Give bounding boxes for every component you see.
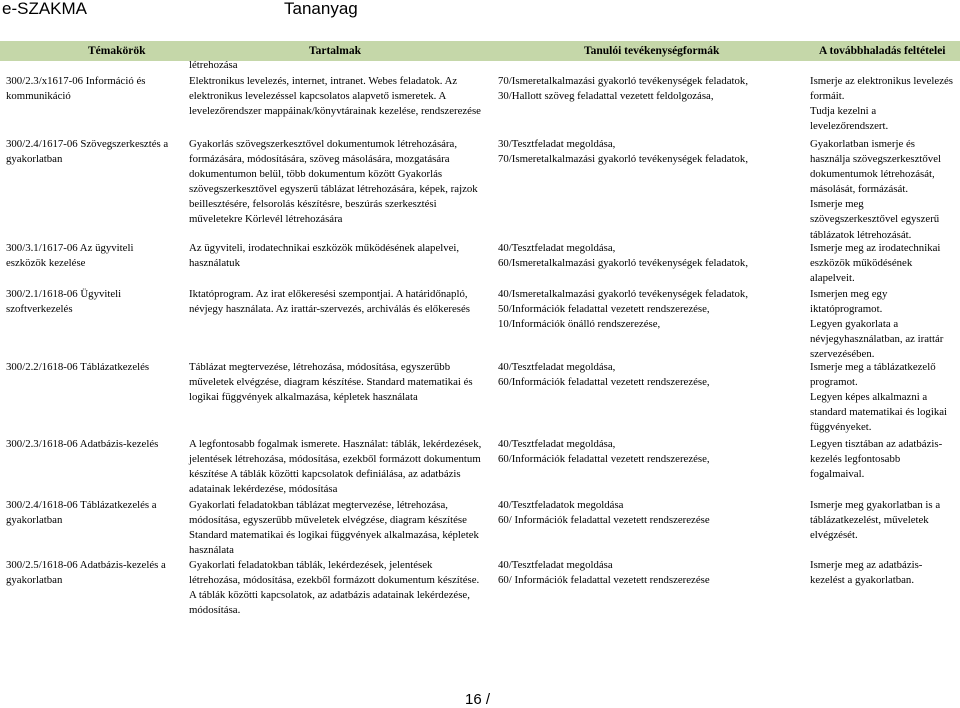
cell-line: 50/Információk feladattal vezetett rendszerezése, <box>498 303 710 316</box>
cell-line: 300/2.1/1618-06 Ügyviteli <box>6 288 122 300</box>
cell-line: 60/ Információk feladattal vezetett rendszerezése <box>498 514 710 527</box>
cell-line: formáit. <box>810 90 845 103</box>
cell-line: 300/2.3/1618-06 Adatbázis-kezelés <box>6 438 159 450</box>
row-topic <box>6 287 182 317</box>
cell-line: kommunikáció <box>6 90 71 103</box>
cell-line: 60/Információk feladattal vezetett rendszerezése, <box>498 376 710 389</box>
row-requirements <box>810 437 960 482</box>
cell-line: 60/Információk feladattal vezetett rendszerezése, <box>498 453 710 466</box>
cell-line: névjegy használata. Az irattár-szervezés, archiválás és előkeresés <box>189 303 470 316</box>
cell-line: kezelést a gyakorlatban. <box>810 574 915 587</box>
cell-line: 40/Tesztfeladat megoldása, <box>498 361 616 373</box>
cell-line: műveletek elvégzése, diagram készítése. Standard matematikai és <box>189 376 473 389</box>
continued-text-fragment: létrehozása <box>189 59 238 71</box>
cell-line: szövegszerkesztővel egyszerű <box>810 213 940 226</box>
cell-line: Ismerjen meg egy <box>810 288 888 300</box>
cell-line: Iktatóprogram. Az irat előkeresési szempontjai. A határidőnapló, <box>189 288 468 300</box>
cell-line: 300/2.2/1618-06 Táblázatkezelés <box>6 361 150 373</box>
cell-line: 60/ Információk feladattal vezetett rendszerezése <box>498 574 710 587</box>
row-activities <box>498 558 802 588</box>
row-activities <box>498 137 802 167</box>
cell-line: 40/Tesztfeladatok megoldása <box>498 499 624 511</box>
cell-line: 40/Tesztfeladat megoldása, <box>498 242 616 254</box>
cell-line: táblázatok létrehozását. <box>810 228 912 241</box>
cell-line: 60/Ismeretalkalmazási gyakorló tevékenységek feladatok, <box>498 257 749 270</box>
cell-line: A táblák közötti kapcsolatok, az adatbázis adatainak lekérdezése, <box>189 589 470 602</box>
column-header-contents: Tartalmak <box>309 45 361 57</box>
row-content <box>189 360 493 405</box>
row-activities <box>498 498 802 528</box>
cell-line: 300/2.3/x1617-06 Információ és <box>6 75 146 87</box>
cell-line: fogalmaival. <box>810 468 865 481</box>
cell-line: 40/Tesztfeladat megoldása, <box>498 438 616 450</box>
cell-line: formázására, módosítására, szöveg másolására, mozgatására <box>189 153 450 166</box>
cell-line: Ismerje az elektronikus levelezés <box>810 75 953 87</box>
cell-line: levelezőrendszer mappáinak/könyvtárainak kezelése, rendszerezése <box>189 105 481 118</box>
cell-line: Gyakorlatban ismerje és <box>810 138 915 150</box>
section-title: Tananyag <box>284 0 358 18</box>
cell-line: Az ügyviteli, irodatechnikai eszközök működésének alapelvei, <box>189 242 460 254</box>
cell-line: Legyen gyakorlata a <box>810 318 899 331</box>
cell-line: műveletekre Körlevél létrehozására <box>189 213 343 226</box>
cell-line: szervezésében. <box>810 348 875 361</box>
row-content <box>189 558 493 618</box>
cell-line: 300/2.5/1618-06 Adatbázis-kezelés a <box>6 559 166 571</box>
row-activities <box>498 74 802 104</box>
cell-line: Gyakorlás szövegszerkesztővel dokumentumok létrehozására, <box>189 138 458 150</box>
cell-line: Ismerje meg <box>810 198 864 211</box>
row-requirements <box>810 558 960 588</box>
cell-line: készítése A táblák közötti kapcsolatok definiálása, az adatbázis <box>189 468 461 481</box>
cell-line: levelezőrendszert. <box>810 120 889 133</box>
cell-line: táblázatkezelést, műveletek <box>810 514 929 527</box>
cell-line: 10/Információk önálló rendszerezése, <box>498 318 661 331</box>
row-requirements <box>810 360 960 435</box>
cell-line: módosítása, egyszerűbb műveletek elvégzése, diagram készítése <box>189 514 467 527</box>
cell-line: Ismerje meg gyakorlatban is a <box>810 499 941 511</box>
row-requirements <box>810 74 960 134</box>
row-topic <box>6 241 182 271</box>
row-requirements <box>810 287 960 362</box>
cell-line: módosítása. <box>189 604 241 617</box>
row-activities <box>498 437 802 467</box>
cell-line: logikai függvények alkalmazása, képletek használata <box>189 391 418 404</box>
cell-line: gyakorlatban <box>6 153 63 166</box>
cell-line: szoftverkezelés <box>6 303 73 316</box>
cell-line: iktatóprogramot. <box>810 303 883 316</box>
cell-line: alapelveit. <box>810 272 855 285</box>
row-content <box>189 137 493 228</box>
cell-line: 70/Ismeretalkalmazási gyakorló tevékenységek feladatok, <box>498 153 749 166</box>
cell-line: használata <box>189 544 234 557</box>
cell-line: létrehozása, módosítása, ezekből formázott dokumentum készítése. <box>189 574 480 587</box>
row-content <box>189 74 493 119</box>
cell-line: Standard matematikai és logikai függvények alkalmazása, képletek <box>189 529 479 542</box>
cell-line: kezelés legfontosabb <box>810 453 901 466</box>
row-activities <box>498 287 802 332</box>
cell-line: használatuk <box>189 257 240 270</box>
cell-line: elektronikus levelezéssel kapcsolatos alapvető ismeretek. A <box>189 90 447 103</box>
column-header-requirements: A továbbhaladás feltételei <box>819 45 946 57</box>
cell-line: Táblázat megtervezése, létrehozása, módosítása, egyszerűbb <box>189 361 451 373</box>
logo-text: e-SZAKMA <box>2 0 88 18</box>
cell-line: Gyakorlati feladatokban táblázat megtervezése, létrehozása, <box>189 499 448 511</box>
cell-line: 30/Hallott szöveg feladattal vezetett feldolgozása, <box>498 90 714 103</box>
cell-line: A legfontosabb fogalmak ismerete. Használat: táblák, lekérdezések, <box>189 438 482 450</box>
cell-line: adatainak lekérdezése, módosítása <box>189 483 338 496</box>
row-activities <box>498 360 802 390</box>
cell-line: gyakorlatban <box>6 514 63 527</box>
cell-line: Ismerje meg az adatbázis- <box>810 559 923 571</box>
page-number: 16 / <box>465 691 491 708</box>
row-requirements <box>810 498 960 543</box>
row-topic <box>6 360 182 375</box>
cell-line: standard matematikai és logikai <box>810 406 948 419</box>
row-requirements <box>810 241 960 286</box>
cell-line: 40/Ismeretalkalmazási gyakorló tevékenységek feladatok, <box>498 288 749 300</box>
cell-line: másolását, formázását. <box>810 183 909 196</box>
row-topic <box>6 137 182 167</box>
row-requirements <box>810 137 960 243</box>
row-topic <box>6 74 182 104</box>
cell-line: 40/Tesztfeladat megoldása <box>498 559 613 571</box>
cell-line: eszközök működésének <box>810 257 913 270</box>
cell-line: 30/Tesztfeladat megoldása, <box>498 138 616 150</box>
cell-line: 300/2.4/1617-06 Szövegszerkesztés a <box>6 138 169 150</box>
cell-line: Elektronikus levelezés, internet, intranet. Webes feladatok. Az <box>189 75 458 87</box>
cell-line: Ismerje meg a táblázatkezelő <box>810 361 936 373</box>
cell-line: Legyen tisztában az adatbázis- <box>810 438 943 450</box>
row-topic <box>6 437 182 452</box>
row-activities <box>498 241 802 271</box>
cell-line: szövegszerkesztővel egyszerű táblázat létrehozására, képek, rajzok <box>189 183 478 196</box>
row-content <box>189 437 493 497</box>
cell-line: Ismerje meg az irodatechnikai <box>810 242 941 254</box>
cell-line: névjegyhasználatban, az irattár <box>810 333 944 346</box>
row-topic <box>6 558 182 588</box>
cell-line: eszközök kezelése <box>6 257 86 270</box>
column-header-activities: Tanulói tevékenységformák <box>584 45 720 57</box>
cell-line: beillesztésére, felsorolás készítésre, beszúrás szerkesztési <box>189 198 437 211</box>
cell-line: függvényeket. <box>810 421 872 434</box>
cell-line: 70/Ismeretalkalmazási gyakorló tevékenységek feladatok, <box>498 75 749 87</box>
table-header <box>0 41 960 61</box>
row-content <box>189 498 493 558</box>
cell-line: 300/3.1/1617-06 Az ügyviteli <box>6 242 134 254</box>
cell-line: jelentések létrehozása, módosítása, ezekből formázott dokumentum <box>189 453 481 466</box>
cell-line: elvégzését. <box>810 529 858 542</box>
cell-line: gyakorlatban <box>6 574 63 587</box>
cell-line: Gyakorlati feladatokban táblák, lekérdezések, jelentések <box>189 559 433 571</box>
cell-line: programot. <box>810 376 858 389</box>
row-topic <box>6 498 182 528</box>
cell-line: Tudja kezelni a <box>810 105 877 118</box>
cell-line: dokumentumon belül, több dokumentum között Gyakorlás <box>189 168 443 181</box>
row-content <box>189 241 493 271</box>
cell-line: 300/2.4/1618-06 Táblázatkezelés a <box>6 499 157 511</box>
cell-line: használja szövegszerkesztővel <box>810 153 942 166</box>
row-content <box>189 287 493 317</box>
cell-line: dokumentumok létrehozását, <box>810 168 935 181</box>
cell-line: Legyen képes alkalmazni a <box>810 391 928 404</box>
column-header-topics: Témakörök <box>88 45 146 57</box>
